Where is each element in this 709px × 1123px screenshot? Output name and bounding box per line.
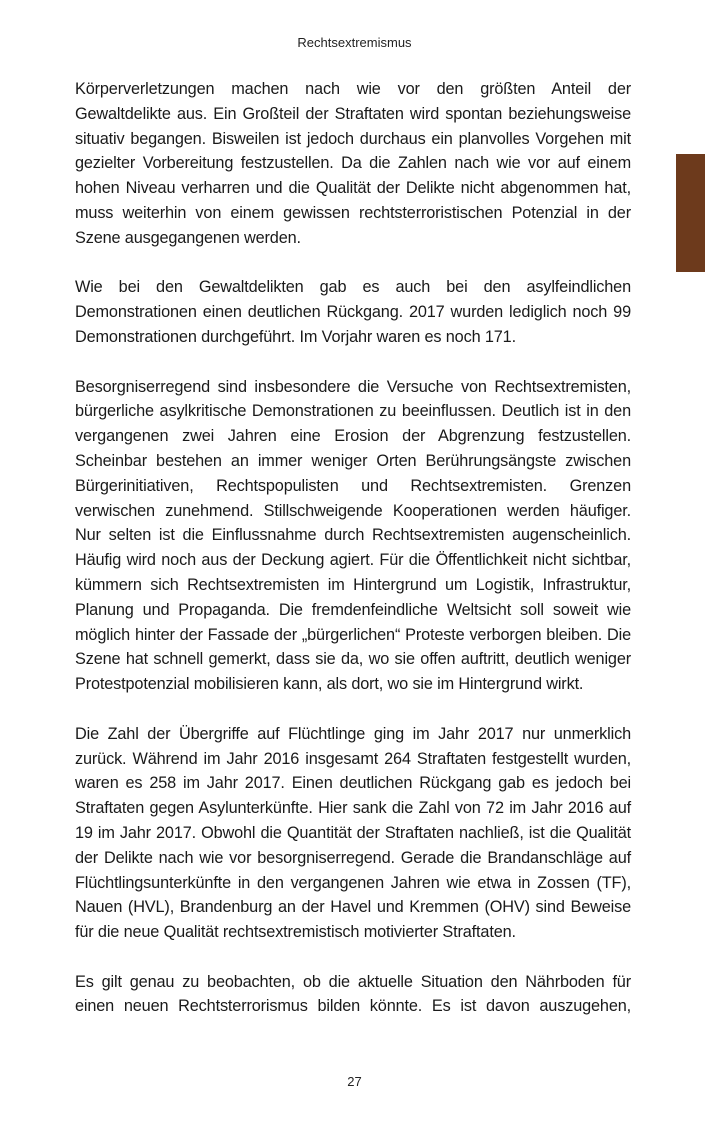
running-head-title: Rechtsextremismus xyxy=(297,35,412,50)
paragraph: Es gilt genau zu beobachten, ob die aktuelle Situation den Nährboden für einen neuen Rechtsterrorismus bilden könnte. Es ist davon auszugehen, xyxy=(75,972,631,1016)
chapter-tab-marker xyxy=(676,154,705,272)
paragraph: Körperverletzungen machen nach wie vor den größten Anteil der Gewaltdelikte aus. Ein Großteil der Straftaten wird spontan beziehungsweise situativ begangen. Bisweilen ist jedoch durchaus ein planvolles Vorgehen mit gezielter Vorbereitung festzustellen. Da die Zahlen nach wie vor auf einem hohen Niveau verharren und die Qualität der Delikte nicht abgenommen hat, muss weiterhin von einem gewissen rechtsterroristischen Potenzial in der Szene ausgegangenen werden. xyxy=(75,80,631,247)
paragraph: Wie bei den Gewaltdelikten gab es auch bei den asylfeindlichen Demonstrationen einen deutlichen Rückgang. 2017 wurden lediglich noch 99 Demonstrationen durchgeführt. Im Vorjahr waren es noch 171. xyxy=(75,278,631,346)
paragraph: Besorgniserregend sind insbesondere die Versuche von Rechtsextremisten, bürgerliche asylkritische Demonstrationen zu beeinflussen. Deutlich ist in den vergangenen zwei Jahren eine Erosion der Abgrenzung festzustellen. Scheinbar bestehen an immer weniger Orten Berührungsängste zwischen Bürgerinitiativen, Rechtspopulisten und Rechtsextremisten. Grenzen verwischen zunehmend. Stillschweigende Kooperationen werden häufiger. Nur selten ist die Einflussnahme durch Rechtsextremisten augenscheinlich. Häufig wird noch aus der Deckung agiert. Für die Öffentlichkeit nicht sichtbar, kümmern sich Rechtsextremisten im Hintergrund um Logistik, Infrastruktur, Planung und Propaganda. Die fremdenfeindliche Weltsicht soll soweit wie möglich hinter der Fassade der „bürgerlichen“ Proteste verborgen bleiben. Die Szene hat schnell gemerkt, dass sie da, wo sie offen auftritt, deutlich weniger Protestpotenzial mobilisieren kann, als dort, wo sie im Hintergrund wirkt. xyxy=(75,377,631,694)
paragraph: Die Zahl der Übergriffe auf Flüchtlinge ging im Jahr 2017 nur unmerklich zurück. Während im Jahr 2016 insgesamt 264 Straftaten festgestellt wurden, waren es 258 im Jahr 2017. Einen deutlichen Rückgang gab es jedoch bei Straftaten gegen Asylunterkünfte. Hier sank die Zahl von 72 im Jahr 2016 auf 19 im Jahr 2017. Obwohl die Quantität der Straftaten nachließ, ist die Qualität der Delikte nach wie vor besorgniserregend. Gerade die Brandanschläge auf Flüchtlingsunterkünfte in den vergangenen Jahren wie etwa in Zossen (TF), Nauen (HVL), Brandenburg an der Havel und Kremmen (OHV) sind Beweise für die neue Qualität rechtsextremistisch motivierter Straftaten. xyxy=(75,724,631,942)
body-text xyxy=(75,77,631,1019)
page-number: 27 xyxy=(347,1074,362,1089)
